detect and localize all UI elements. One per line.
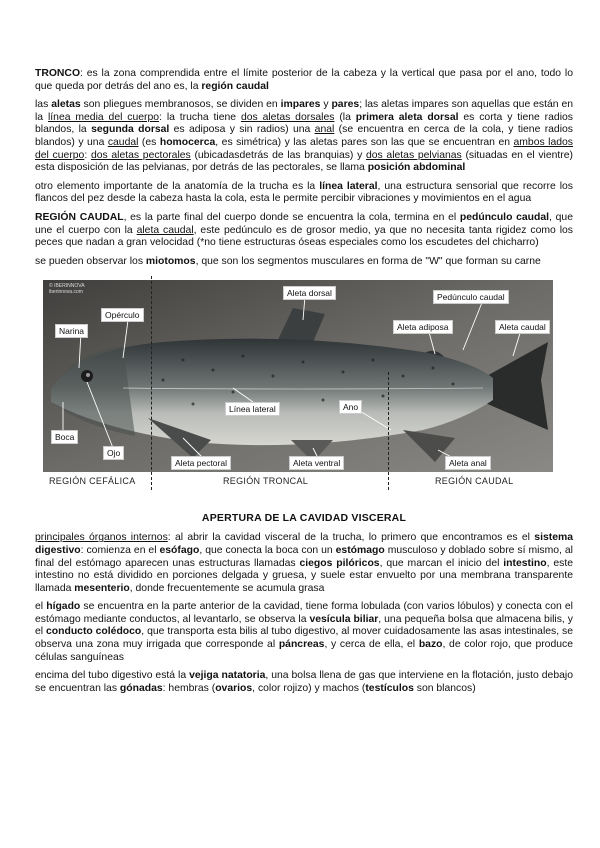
term: línea lateral bbox=[319, 180, 378, 192]
section-title: APERTURA DE LA CAVIDAD VISCERAL bbox=[201, 512, 407, 525]
text: el bbox=[35, 601, 47, 613]
term: sistema digestivo bbox=[35, 532, 573, 556]
text: es corta y tiene radios blandos, la bbox=[35, 111, 573, 136]
text: : hembras ( bbox=[162, 682, 216, 694]
region-caudal-label: REGIÓN CAUDAL bbox=[435, 476, 514, 487]
label-pedunculo-caudal: Pedúnculo caudal bbox=[433, 290, 509, 304]
term-region-caudal: región caudal bbox=[201, 80, 269, 92]
underlined-term: caudal bbox=[107, 136, 139, 148]
term: esófago bbox=[159, 544, 200, 556]
underlined-term: anal bbox=[314, 124, 335, 136]
text: se pueden observar los bbox=[35, 255, 146, 267]
text: , donde frecuentemente se acumula grasa bbox=[129, 582, 325, 594]
term: posición abdominal bbox=[367, 162, 466, 174]
text: : bbox=[84, 149, 91, 161]
label-aleta-anal: Aleta anal bbox=[445, 456, 491, 470]
text: , una estructura sensorial que recorre los flancos del pez desde la cabeza hasta la cola, esta le permite percibir vibraciones y movimientos en el agua bbox=[35, 180, 574, 205]
text: (es bbox=[138, 136, 160, 148]
text: , una bolsa llena de gas que interviene en la flotación, justo debajo se encuentran las bbox=[35, 670, 573, 694]
term: bazo bbox=[418, 639, 443, 651]
text: , y cerca de ella, el bbox=[324, 639, 419, 651]
term: testículos bbox=[365, 682, 414, 694]
watermark-line: © IBERINNOVA bbox=[49, 283, 85, 290]
region-troncal-label: REGIÓN TRONCAL bbox=[223, 476, 309, 487]
text: las bbox=[35, 99, 52, 111]
text: (se encuentra en cerca de la cola, y tiene radios blandos) y una bbox=[35, 124, 573, 148]
term: ciegos pilóricos bbox=[299, 557, 380, 569]
text: : comienza en el bbox=[80, 544, 160, 556]
term: impares bbox=[280, 99, 321, 111]
higado-paragraph bbox=[35, 601, 573, 664]
term: páncreas bbox=[278, 639, 325, 651]
label-narina: Narina bbox=[55, 324, 88, 338]
text: , que conecta la boca con un bbox=[199, 544, 336, 556]
text: : al abrir la cavidad visceral de la trucha, lo primero que encontramos es el bbox=[167, 532, 535, 544]
underlined-term: dos aletas pectorales bbox=[90, 149, 191, 161]
miotomos-paragraph bbox=[35, 256, 573, 269]
region-labels bbox=[43, 472, 553, 490]
text: , es simétrica) y las aletas pares son las que se encuentran en bbox=[215, 136, 514, 148]
term: vejiga natatoria bbox=[189, 670, 266, 682]
term: REGIÓN CAUDAL bbox=[35, 211, 124, 223]
label-linea-lateral: Línea lateral bbox=[225, 402, 280, 416]
text: , este intestino no está dividido en porciones delgada y gruesa, y suele estar envuelto por una membrana transparente llamada bbox=[35, 557, 573, 594]
label-aleta-pectoral: Aleta pectoral bbox=[171, 456, 231, 470]
underlined-term: línea media del cuerpo bbox=[47, 111, 160, 123]
text: , que transporta esta bilis al tubo digestivo, al mover cuidadosamente las asas intestinales, se observa una zona muy irrigada que corresponde al bbox=[35, 626, 573, 651]
text: es adiposa y sin radios) una bbox=[169, 124, 315, 136]
trout-anatomy-figure bbox=[43, 280, 553, 472]
term: mesenterio bbox=[74, 582, 130, 594]
text: se encuentra en la parte anterior de la cavidad, tiene forma lobulada (con varios lóbulos) y conecta con el estómago mediante conductos, al levantarlo, se observa la bbox=[35, 601, 573, 625]
vejiga-paragraph bbox=[35, 670, 573, 695]
text: : es la zona comprendida entre el límite posterior de la cabeza y la vertical que pasa por el ano, todo lo que queda por detrás del ano es, la bbox=[35, 68, 573, 92]
document-page bbox=[35, 68, 573, 701]
term: miotomos bbox=[145, 255, 196, 267]
label-operculo: Opérculo bbox=[101, 308, 144, 322]
term: primera aleta dorsal bbox=[355, 111, 459, 123]
text: otro elemento importante de la anatomía de la trucha es la bbox=[35, 180, 320, 192]
term: intestino bbox=[503, 557, 547, 569]
underlined-term: principales órganos internos bbox=[35, 532, 168, 544]
text: encima del tubo digestivo está la bbox=[35, 670, 190, 682]
text: , de color rojo, que produce células sanguíneas bbox=[35, 639, 573, 663]
cephalic-boundary-line bbox=[151, 276, 152, 490]
tronco-paragraph bbox=[35, 68, 573, 93]
term: pedúnculo caudal bbox=[459, 211, 550, 223]
text: : la trucha tiene bbox=[159, 111, 241, 123]
text: , que une el cuerpo con la bbox=[35, 211, 573, 236]
text: (la bbox=[334, 111, 356, 123]
text: , que son los segmentos musculares en forma de "W" que forman su carne bbox=[195, 255, 541, 267]
term: conducto colédoco bbox=[46, 626, 142, 638]
digestivo-paragraph bbox=[35, 532, 573, 595]
term: vesícula biliar bbox=[309, 613, 379, 625]
underlined-term: dos aletas dorsales bbox=[240, 111, 335, 123]
text: , este pedúnculo es de grosor medio, ya que no necesita tanta rigidez como los peces que nadan a gran velocidad (*no tiene estructuras óseas especiales como los escudetes del chicharro) bbox=[35, 224, 573, 249]
term: aletas bbox=[51, 99, 81, 111]
region-caudal-paragraph bbox=[35, 212, 573, 250]
term: pares bbox=[331, 99, 360, 111]
text: y bbox=[320, 99, 332, 111]
label-aleta-caudal: Aleta caudal bbox=[495, 320, 550, 334]
underlined-term: ambos lados del cuerpo bbox=[35, 136, 573, 161]
watermark bbox=[49, 283, 85, 295]
text: (ubicadasdetrás de las branquias) y bbox=[190, 149, 366, 161]
label-boca: Boca bbox=[51, 430, 78, 444]
term: gónadas bbox=[119, 682, 163, 694]
term: hígado bbox=[46, 601, 81, 613]
label-ano: Ano bbox=[339, 400, 362, 414]
term: estómago bbox=[335, 544, 385, 556]
label-ojo: Ojo bbox=[103, 446, 124, 460]
term: ovarios bbox=[215, 682, 253, 694]
text: , que marcan el inicio del bbox=[379, 557, 504, 569]
text: (situadas en el vientre) esta disposición de las pelvianas, por detrás de las pectorales, se llama bbox=[35, 149, 573, 174]
watermark-line: iberinnova.com bbox=[49, 289, 83, 296]
region-cefalica-label: REGIÓN CEFÁLICA bbox=[49, 476, 136, 487]
linea-lateral-paragraph bbox=[35, 181, 573, 206]
underlined-term: aleta caudal bbox=[136, 224, 194, 236]
text: son pliegues membranosos, se dividen en bbox=[80, 99, 281, 111]
label-aleta-adiposa: Aleta adiposa bbox=[393, 320, 453, 334]
text: musculoso y doblado sobre sí mismo, al final del estómago aparecen unas estructuras llamadas bbox=[35, 544, 573, 569]
text: , una pequeña bolsa que almacena bilis, y el bbox=[35, 613, 573, 638]
underlined-term: dos aletas pelvianas bbox=[365, 149, 462, 161]
label-aleta-ventral: Aleta ventral bbox=[289, 456, 344, 470]
caudal-boundary-line bbox=[388, 372, 389, 490]
text: , es la parte final del cuerpo donde se encuentra la cola, termina en el bbox=[123, 211, 460, 223]
aletas-paragraph bbox=[35, 99, 573, 175]
text: son blancos) bbox=[413, 682, 476, 694]
text: , color rojizo) y machos ( bbox=[252, 682, 366, 694]
term: segunda dorsal bbox=[91, 124, 170, 136]
text: ; las aletas impares son aquellas que están en la bbox=[35, 99, 573, 123]
label-aleta-dorsal: Aleta dorsal bbox=[283, 286, 336, 300]
term: homocerca bbox=[159, 136, 216, 148]
term-tronco: TRONCO bbox=[35, 68, 81, 79]
